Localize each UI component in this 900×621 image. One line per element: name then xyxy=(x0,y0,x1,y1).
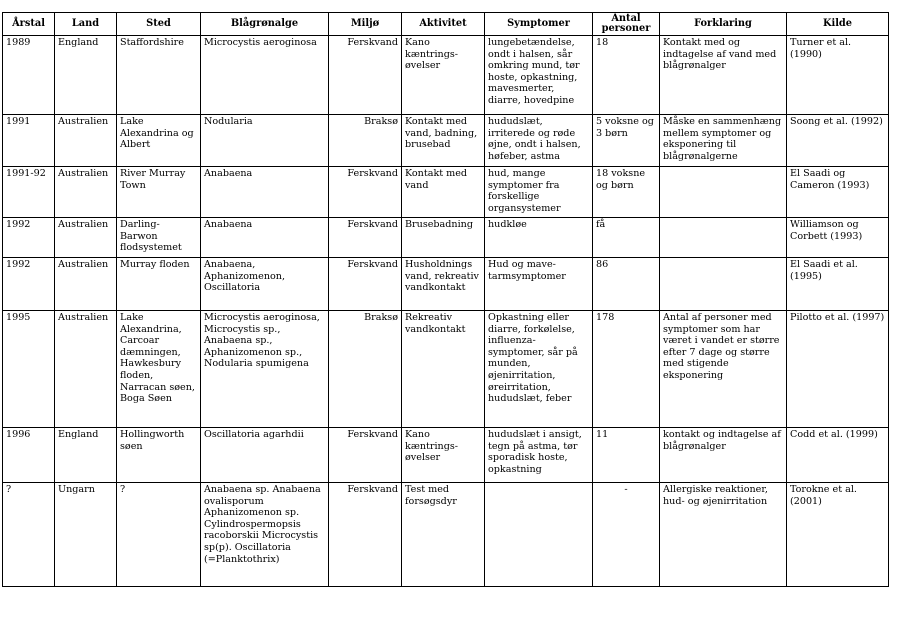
cell-environment: Ferskvand xyxy=(329,218,402,258)
cell-country: England xyxy=(55,428,117,483)
table-row xyxy=(3,218,889,258)
cell-source: Codd et al. (1999) xyxy=(787,428,889,483)
cell-source: Turner et al. (1990) xyxy=(787,36,889,115)
cell-algae: Nodularia xyxy=(201,115,329,167)
cell-symptoms: Hud og mave-tarmsymptomer xyxy=(485,258,593,311)
cell-explanation: Måske en sammenhæng mellem symptomer og eksponering til blågrønalgerne xyxy=(660,115,787,167)
cell-country: Australien xyxy=(55,311,117,428)
cell-country: Australien xyxy=(55,218,117,258)
cell-source: El Saadi et al. (1995) xyxy=(787,258,889,311)
cell-source: El Saadi og Cameron (1993) xyxy=(787,167,889,218)
cell-country: England xyxy=(55,36,117,115)
cell-environment: Ferskvand xyxy=(329,258,402,311)
header-country: Land xyxy=(55,13,117,36)
cell-year: 1991 xyxy=(3,115,55,167)
header-source: Kilde xyxy=(787,13,889,36)
cell-symptoms: hudkløe xyxy=(485,218,593,258)
header-explanation: Forklaring xyxy=(660,13,787,36)
cell-place: Murray floden xyxy=(117,258,201,311)
cyanobacteria-cases-table xyxy=(2,12,889,587)
table-row xyxy=(3,311,889,428)
cell-year: ? xyxy=(3,483,55,587)
cell-environment: Ferskvand xyxy=(329,483,402,587)
cell-environment: Braksø xyxy=(329,311,402,428)
cell-place: River Murray Town xyxy=(117,167,201,218)
cell-source: Torokne et al. (2001) xyxy=(787,483,889,587)
cell-activity: Kano kæntrings-øvelser xyxy=(402,428,485,483)
table-row xyxy=(3,167,889,218)
header-activity: Aktivitet xyxy=(402,13,485,36)
cell-year: 1989 xyxy=(3,36,55,115)
table-row xyxy=(3,258,889,311)
cell-symptoms xyxy=(485,483,593,587)
header-row xyxy=(3,13,889,36)
cell-persons: - xyxy=(593,483,660,587)
cell-symptoms: Opkastning eller diarre, forkølelse, influenza-symptomer, sår på munden, øjenirritation, øreirritation, hududslæt, feber xyxy=(485,311,593,428)
table-row xyxy=(3,483,889,587)
cell-place: Lake Alexandrina og Albert xyxy=(117,115,201,167)
cell-persons: 5 voksne og 3 børn xyxy=(593,115,660,167)
header-algae: Blågrønalge xyxy=(201,13,329,36)
cell-place: Hollingworth søen xyxy=(117,428,201,483)
cell-algae: Anabaena xyxy=(201,167,329,218)
cell-persons: få xyxy=(593,218,660,258)
cell-persons: 86 xyxy=(593,258,660,311)
cell-year: 1995 xyxy=(3,311,55,428)
cell-place: Darling-Barwon flodsystemet xyxy=(117,218,201,258)
cell-environment: Ferskvand xyxy=(329,36,402,115)
cell-explanation xyxy=(660,218,787,258)
cell-activity: Brusebadning xyxy=(402,218,485,258)
cell-year: 1992 xyxy=(3,218,55,258)
cell-environment: Braksø xyxy=(329,115,402,167)
cell-place: ? xyxy=(117,483,201,587)
header-place: Sted xyxy=(117,13,201,36)
cell-activity: Test med forsøgsdyr xyxy=(402,483,485,587)
cell-algae: Microcystis aeroginosa, Microcystis sp., Anabaena sp., Aphanizomenon sp., Nodularia spumigena xyxy=(201,311,329,428)
cell-source: Pilotto et al. (1997) xyxy=(787,311,889,428)
cell-algae: Microcystis aeroginosa xyxy=(201,36,329,115)
cell-persons: 18 xyxy=(593,36,660,115)
cell-place: Staffordshire xyxy=(117,36,201,115)
cell-algae: Oscillatoria agarhdii xyxy=(201,428,329,483)
cell-activity: Rekreativ vandkontakt xyxy=(402,311,485,428)
header-persons: Antal personer xyxy=(593,13,660,36)
cell-explanation xyxy=(660,258,787,311)
header-year: Årstal xyxy=(3,13,55,36)
cell-activity: Kano kæntrings-øvelser xyxy=(402,36,485,115)
cell-symptoms: hududslæt, irriterede og røde øjne, ondt i halsen, høfeber, astma xyxy=(485,115,593,167)
table-row xyxy=(3,36,889,115)
header-environment: Miljø xyxy=(329,13,402,36)
cell-country: Ungarn xyxy=(55,483,117,587)
cell-country: Australien xyxy=(55,167,117,218)
cell-persons: 11 xyxy=(593,428,660,483)
cell-source: Soong et al. (1992) xyxy=(787,115,889,167)
cell-explanation: kontakt og indtagelse af blågrønalger xyxy=(660,428,787,483)
cell-persons: 18 voksne og børn xyxy=(593,167,660,218)
cell-environment: Ferskvand xyxy=(329,167,402,218)
cell-environment: Ferskvand xyxy=(329,428,402,483)
cell-place: Lake Alexandrina, Carcoar dæmningen, Hawkesbury floden, Narracan søen, Boga Søen xyxy=(117,311,201,428)
cell-algae: Anabaena xyxy=(201,218,329,258)
cell-country: Australien xyxy=(55,115,117,167)
cell-year: 1991-92 xyxy=(3,167,55,218)
cell-symptoms: lungebetændelse, ondt i halsen, sår omkring mund, tør hoste, opkastning, mavesmerter, diarre, hovedpine xyxy=(485,36,593,115)
cell-year: 1996 xyxy=(3,428,55,483)
cell-country: Australien xyxy=(55,258,117,311)
cell-source: Williamson og Corbett (1993) xyxy=(787,218,889,258)
cell-algae: Anabaena sp. Anabaena ovalisporum Aphanizomenon sp. Cylindrospermopsis racoborskii Microcystis sp(p). Oscillatoria (=Planktothrix) xyxy=(201,483,329,587)
cell-explanation xyxy=(660,167,787,218)
table-row xyxy=(3,115,889,167)
cell-activity: Kontakt med vand xyxy=(402,167,485,218)
cell-algae: Anabaena, Aphanizomenon, Oscillatoria xyxy=(201,258,329,311)
cell-explanation: Antal af personer med symptomer som har været i vandet er større efter 7 dage og større med stigende eksponering xyxy=(660,311,787,428)
cell-explanation: Kontakt med og indtagelse af vand med blågrønalger xyxy=(660,36,787,115)
header-symptoms: Symptomer xyxy=(485,13,593,36)
cell-symptoms: hududslæt i ansigt, tegn på astma, tør sporadisk hoste, opkastning xyxy=(485,428,593,483)
cell-year: 1992 xyxy=(3,258,55,311)
cell-persons: 178 xyxy=(593,311,660,428)
cell-activity: Husholdnings vand, rekreativ vandkontakt xyxy=(402,258,485,311)
cell-explanation: Allergiske reaktioner, hud- og øjenirritation xyxy=(660,483,787,587)
cell-activity: Kontakt med vand, badning, brusebad xyxy=(402,115,485,167)
table-row xyxy=(3,428,889,483)
cell-symptoms: hud, mange symptomer fra forskellige organsystemer xyxy=(485,167,593,218)
